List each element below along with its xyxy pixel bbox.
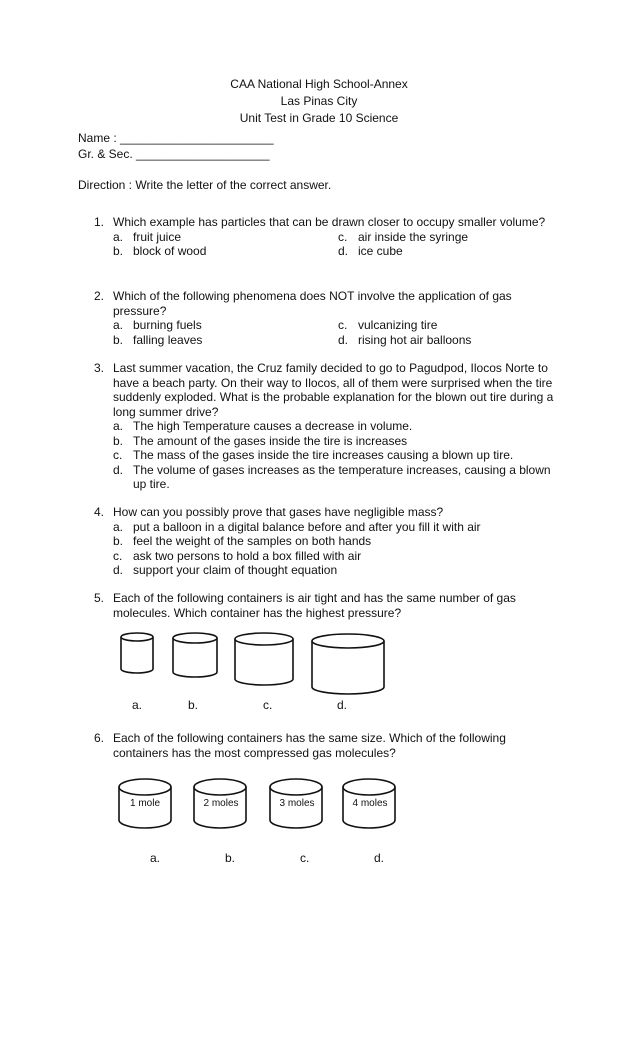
question-text: Which of the following phenomena does NOT involve the application of gas pressure? xyxy=(113,289,512,318)
question-number: 2. xyxy=(94,289,105,303)
container-text-a: 1 mole xyxy=(129,798,161,809)
option-text: air inside the syringe xyxy=(358,229,469,244)
option-text: ask two persons to hold a box filled with air xyxy=(133,548,362,563)
option-letter: d. xyxy=(113,563,124,577)
option-d xyxy=(113,463,564,492)
option-text: support your claim of thought equation xyxy=(133,563,338,577)
option-letter: a. xyxy=(113,229,124,244)
option-text: block of wood xyxy=(133,244,207,258)
question-number: 6. xyxy=(94,731,105,745)
label-c: c. xyxy=(300,851,310,865)
option-text: The amount of the gases inside the tire is increases xyxy=(133,433,408,448)
question-text: Last summer vacation, the Cruz family decided to go to Pagudpod, Ilocos Norte to have a beach party. On their way to Ilocos, all of them were surprised when the tire suddenly exploded. What is the probable explanation for the blown out tire during a long summer drive? xyxy=(113,361,554,419)
option-d xyxy=(338,333,471,348)
label-a: a. xyxy=(132,698,143,712)
option-text: fruit juice xyxy=(133,229,182,244)
question-number: 5. xyxy=(94,591,105,605)
container-d xyxy=(312,634,384,694)
section-line: Gr. & Sec. ____________________ xyxy=(78,147,270,161)
moles-containers-diagram xyxy=(0,770,638,870)
option-letter: b. xyxy=(113,433,124,448)
question-2 xyxy=(94,289,564,347)
question-text: Each of the following containers has the same size. Which of the following containers has the most compressed gas molecules? xyxy=(113,731,506,760)
question-4 xyxy=(94,505,564,578)
option-b xyxy=(113,244,206,259)
container-c xyxy=(235,633,293,685)
option-a xyxy=(113,419,564,434)
question-3 xyxy=(94,361,564,492)
option-a xyxy=(113,230,181,245)
option-c xyxy=(113,448,564,463)
school-name: CAA National High School-Annex xyxy=(230,77,408,91)
container-text-c: 3 moles xyxy=(279,798,315,809)
option-text: ice cube xyxy=(358,244,403,258)
option-letter: b. xyxy=(113,244,124,258)
container-text-d: 4 moles xyxy=(352,798,388,809)
option-letter: b. xyxy=(113,332,124,347)
option-letter: a. xyxy=(113,419,124,433)
option-a xyxy=(113,520,564,535)
option-letter: a. xyxy=(113,318,124,332)
option-a xyxy=(113,318,202,333)
option-text: feel the weight of the samples on both hands xyxy=(133,534,372,548)
container-text-b: 2 moles xyxy=(203,798,239,809)
container-b xyxy=(173,633,217,677)
option-letter: d. xyxy=(338,332,349,347)
option-text: vulcanizing tire xyxy=(358,318,438,332)
option-b xyxy=(113,434,564,449)
question-5 xyxy=(94,591,564,620)
header xyxy=(0,76,638,127)
question-number: 4. xyxy=(94,505,105,519)
option-c xyxy=(113,549,564,564)
option-letter: c. xyxy=(338,318,348,332)
label-a: a. xyxy=(150,851,161,865)
city-name: Las Pinas City xyxy=(280,94,358,108)
option-letter: d. xyxy=(338,244,349,258)
option-c xyxy=(338,230,468,245)
option-letter: a. xyxy=(113,519,124,534)
question-number: 1. xyxy=(94,215,105,229)
pressure-containers-diagram xyxy=(0,625,638,720)
question-number: 3. xyxy=(94,361,105,375)
direction-text: Direction : Write the letter of the correct answer. xyxy=(78,178,332,192)
label-c: c. xyxy=(263,698,273,712)
question-1 xyxy=(94,215,564,259)
option-b xyxy=(113,534,564,549)
option-d xyxy=(338,244,403,259)
option-text: The mass of the gases inside the tire increases causing a blown up tire. xyxy=(133,448,514,462)
option-b xyxy=(113,333,202,348)
label-b: b. xyxy=(225,851,236,865)
question-text: Each of the following containers is air tight and has the same number of gas molecules. Which container has the highest pressure? xyxy=(113,591,516,620)
option-c xyxy=(338,318,437,333)
option-letter: d. xyxy=(113,462,124,477)
option-text: The volume of gases increases as the temperature increases, causing a blown up tire. xyxy=(133,462,551,491)
question-text: How can you possibly prove that gases have negligible mass? xyxy=(113,505,444,519)
question-6 xyxy=(94,731,564,760)
option-letter: b. xyxy=(113,534,124,548)
option-d xyxy=(113,563,564,578)
container-a xyxy=(121,633,153,673)
option-letter: c. xyxy=(338,229,348,244)
option-text: The high Temperature causes a decrease in volume. xyxy=(133,419,413,433)
option-letter: c. xyxy=(113,548,123,563)
option-letter: c. xyxy=(113,448,123,462)
option-text: rising hot air balloons xyxy=(358,332,472,347)
name-line: Name : _______________________ xyxy=(78,131,274,145)
option-text: put a balloon in a digital balance before and after you fill it with air xyxy=(133,519,481,534)
option-text: falling leaves xyxy=(133,332,203,347)
label-b: b. xyxy=(188,698,199,712)
label-d: d. xyxy=(337,698,348,712)
test-title: Unit Test in Grade 10 Science xyxy=(239,111,399,125)
question-text: Which example has particles that can be drawn closer to occupy smaller volume? xyxy=(113,215,546,229)
label-d: d. xyxy=(374,851,385,865)
option-text: burning fuels xyxy=(133,318,202,332)
